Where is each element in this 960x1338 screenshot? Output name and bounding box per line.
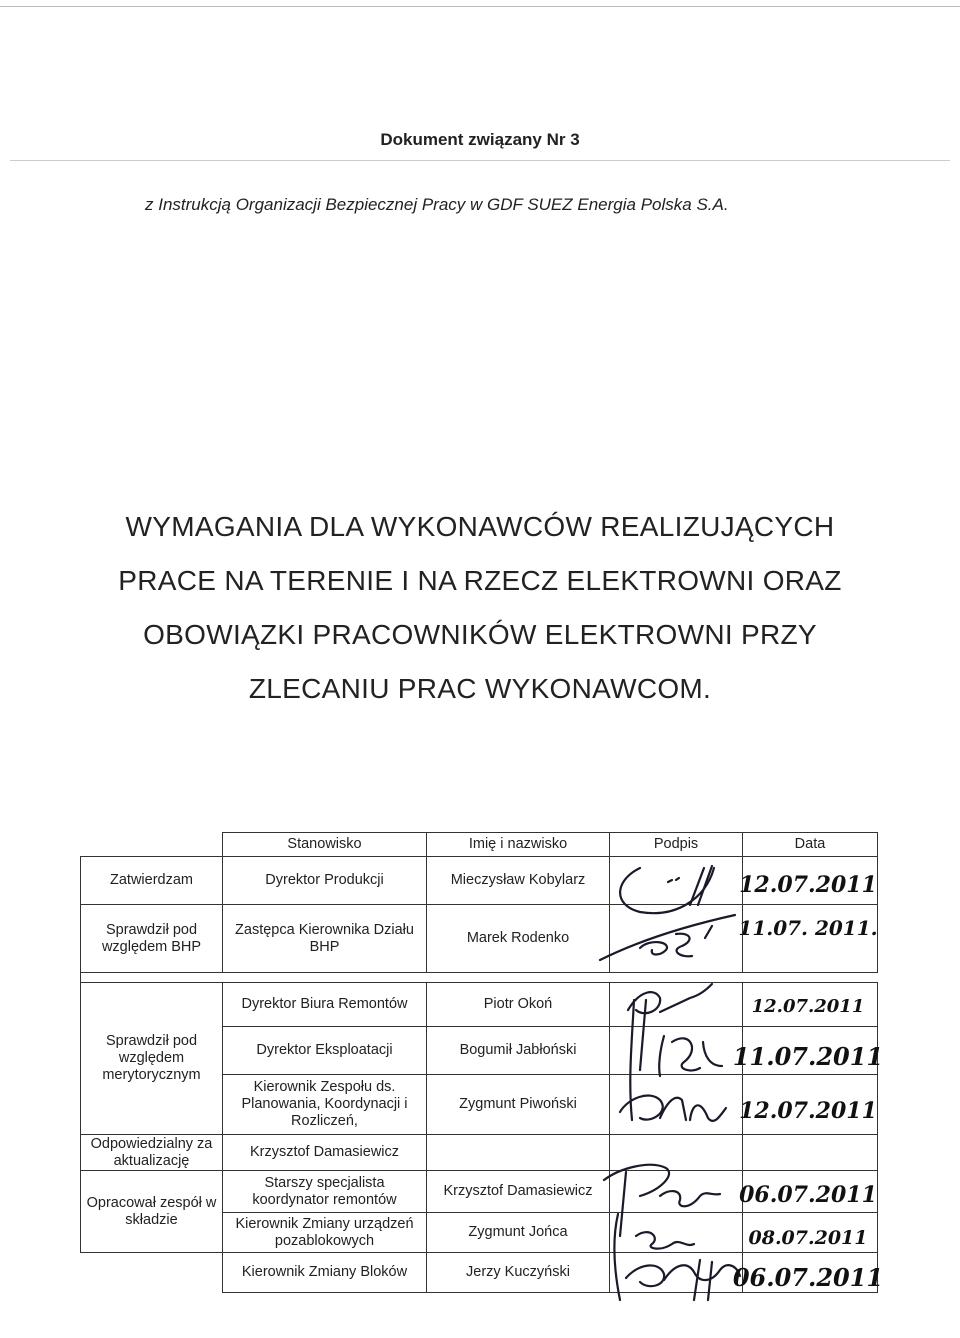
header-name: Imię i nazwisko (427, 833, 610, 857)
signature-cell (610, 1135, 743, 1171)
position-cell: Zastępca Kierownika Działu BHP (223, 905, 427, 973)
date-row-1: 12.07.2011 (739, 872, 877, 898)
date-cell (743, 983, 878, 1027)
title-line-1: WYMAGANIA DLA WYKONAWCÓW REALIZUJĄCYCH (125, 511, 835, 542)
signature-cell (610, 1253, 743, 1293)
role-cell: Opracował zespół w składzie (81, 1171, 223, 1253)
position-cell: Starszy specjalista koordynator remontów (223, 1171, 427, 1213)
header-signature: Podpis (610, 833, 743, 857)
name-cell: Piotr Okoń (427, 983, 610, 1027)
table-row (81, 905, 878, 973)
date-row-3: 12.07.2011 (751, 996, 865, 1017)
signature-cell (610, 1213, 743, 1253)
name-cell (427, 1135, 610, 1171)
table-row (81, 1253, 878, 1293)
table-row (81, 1171, 878, 1213)
date-cell (743, 1253, 878, 1293)
table-gap-row (81, 973, 878, 983)
name-cell: Bogumił Jabłoński (427, 1027, 610, 1075)
signature-cell (610, 857, 743, 905)
date-row-8: 08.07.2011 (748, 1227, 868, 1249)
header-empty-cell (81, 833, 223, 857)
table-row (81, 1135, 878, 1171)
date-cell (743, 1027, 878, 1075)
role-cell-empty (81, 1253, 223, 1293)
date-row-5: 12.07.2011 (739, 1098, 877, 1124)
table-row (81, 983, 878, 1027)
role-cell: Sprawdził pod względem BHP (81, 905, 223, 973)
date-cell (743, 1135, 878, 1171)
document-title (60, 500, 900, 716)
signature-cell (610, 1075, 743, 1135)
position-cell: Kierownik Zmiany Bloków (223, 1253, 427, 1293)
position-cell: Kierownik Zmiany urządzeń pozablokowych (223, 1213, 427, 1253)
title-line-4: ZLECANIU PRAC WYKONAWCOM. (248, 673, 712, 704)
signature-cell (610, 1027, 743, 1075)
role-cell: Odpowiedzialny za aktualizację (81, 1135, 223, 1171)
position-cell: Dyrektor Eksploatacji (223, 1027, 427, 1075)
signature-cell (610, 905, 743, 973)
gap-cell (81, 973, 878, 983)
date-cell (743, 1075, 878, 1135)
name-cell: Krzysztof Damasiewicz (427, 1171, 610, 1213)
date-row-9: 06.07.2011 (732, 1263, 884, 1292)
name-cell: Marek Rodenko (427, 905, 610, 973)
signature-cell (610, 1171, 743, 1213)
position-cell: Krzysztof Damasiewicz (223, 1135, 427, 1171)
header-date: Data (743, 833, 878, 857)
table-row (81, 857, 878, 905)
position-cell: Dyrektor Biura Remontów (223, 983, 427, 1027)
title-line-2: PRACE NA TERENIE I NA RZECZ ELEKTROWNI ORAZ (118, 565, 842, 596)
document-reference: Dokument związany Nr 3 (380, 130, 580, 149)
name-cell: Zygmunt Piwoński (427, 1075, 610, 1135)
date-row-2: 11.07. 2011. (738, 916, 878, 940)
scan-edge-line (0, 6, 960, 7)
position-cell: Kierownik Zespołu ds. Planowania, Koordynacji i Rozliczeń, (223, 1075, 427, 1135)
date-row-7: 06.07.2011 (739, 1182, 877, 1208)
role-cell: Sprawdził pod względem merytorycznym (81, 983, 223, 1135)
approval-table (80, 832, 878, 1293)
date-cell (743, 857, 878, 905)
position-cell: Dyrektor Produkcji (223, 857, 427, 905)
date-row-4: 11.07.2011 (732, 1042, 884, 1071)
header-position: Stanowisko (223, 833, 427, 857)
scan-artifact-line (10, 160, 950, 161)
date-cell (743, 1213, 878, 1253)
table-header-row (81, 833, 878, 857)
name-cell: Zygmunt Jońca (427, 1213, 610, 1253)
date-cell (743, 905, 878, 973)
name-cell: Mieczysław Kobylarz (427, 857, 610, 905)
date-cell (743, 1171, 878, 1213)
instruction-reference: z Instrukcją Organizacji Bezpiecznej Pracy w GDF SUEZ Energia Polska S.A. (145, 195, 729, 214)
title-line-3: OBOWIĄZKI PRACOWNIKÓW ELEKTROWNI PRZY (143, 619, 817, 650)
signature-cell (610, 983, 743, 1027)
role-cell: Zatwierdzam (81, 857, 223, 905)
name-cell: Jerzy Kuczyński (427, 1253, 610, 1293)
